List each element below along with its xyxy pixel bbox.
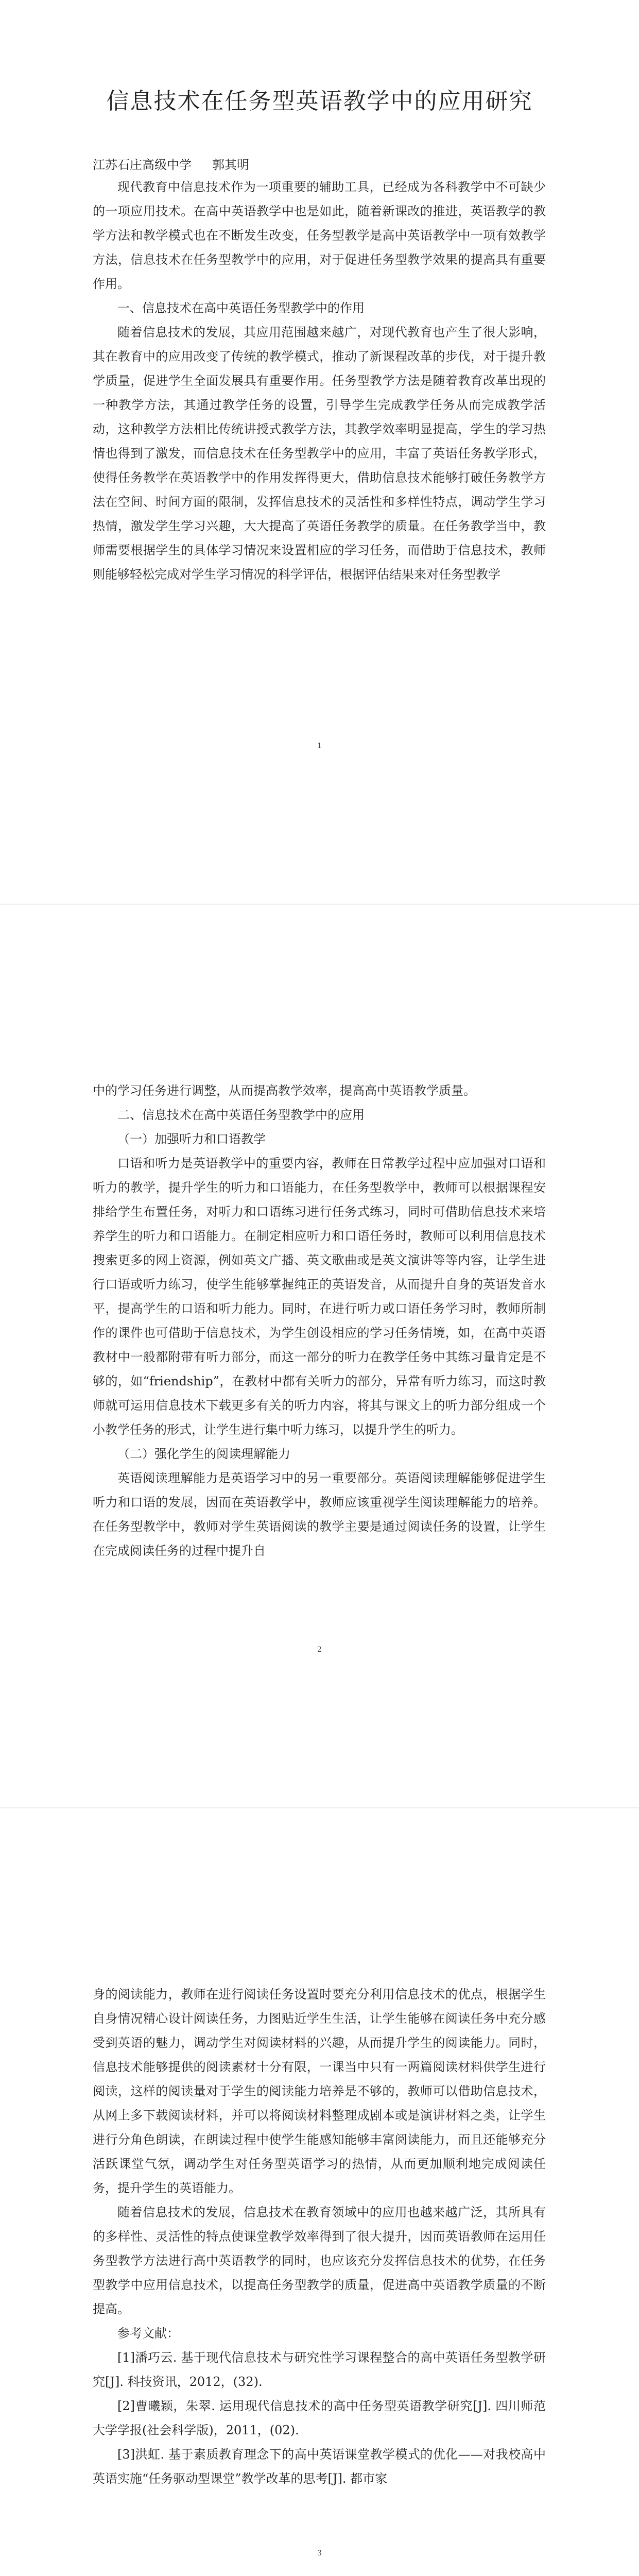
- page-number: 2: [317, 1646, 322, 1654]
- page-2: [0, 904, 639, 1807]
- page-1: [0, 0, 639, 904]
- page-number: 3: [317, 2549, 322, 2557]
- page-3: [0, 1807, 639, 2576]
- page-number: 1: [317, 742, 322, 750]
- body-paragraph: 随着信息技术的发展，其应用范围越来越广，对现代教育也产生了很大影响，其在教育中的应用改变了传统的教学模式，推动了新课程改革的步伐，对于提升教学质量，促进学生全面发展具有重要作用。任务型教学方法是随着教育改革出现的一种教学方法，其通过教学任务的设置，引导学生完成教学任务从而完成教学活动，这种教学方法相比传统讲授式教学方法，其教学效率明显提高，学生的学习热情也得到了激发，而信息技术在任务型教学中的应用，丰富了英语任务教学形式，使得任务教学在英语教学中的作用发挥得更大，借助信息技术能够打破任务教学方法在空间、时间方面的限制，发挥信息技术的灵活性和多样性特点，调动学生学习热情，激发学生学习兴趣，大大提高了英语任务教学的质量。在任务教学当中，教师需要根据学生的具体学习情况来设置相应的学习任务，而借助于信息技术，教师则能够轻松完成对学生学习情况的科学评估，根据评估结果来对任务型教学: [93, 325, 546, 582]
- reference-item: [2]曹曦颖，朱翠. 运用现代信息技术的高中任务型英语教学研究[J]. 四川师范大学学报(社会科学版)，2011，(02).: [93, 2399, 546, 2437]
- author-school: 江苏石庄高级中学: [93, 158, 192, 172]
- subsection-heading: （二）强化学生的阅读理解能力: [117, 1447, 290, 1461]
- subsection-heading: （一）加强听力和口语教学: [117, 1132, 266, 1146]
- body-paragraph: 口语和听力是英语教学中的重要内容，教师在日常教学过程中应加强对口语和听力的教学，提升学生的听力和口语能力，在任务型教学中，教师可以根据课程安排给学生布置任务，对听力和口语练习进行任务式练习，同时可借助信息技术来培养学生的听力和口语能力。在制定相应听力和口语任务时，教师可以利用信息技术搜索更多的网上资源，例如英文广播、英文歌曲或是英文演讲等等内容，让学生进行口语或听力练习，使学生能够掌握纯正的英语发音，从而提升自身的英语发音水平，提高学生的口语和听力能力。同时，在进行听力或口语任务学习时，教师所制作的课件也可借助于信息技术，为学生创设相应的学习任务情境，如，在高中英语教材中一般都附带有听力部分，而这一部分的听力在教学任务中其练习量肯定是不够的，如“friendship”，在教材中都有关听力的部分，异常有听力练习，而这时教师就可运用信息技术下载更多有关的听力内容，将其与课文上的听力部分组成一个小教学任务的形式，让学生进行集中听力练习，以提升学生的听力。: [93, 1156, 546, 1437]
- page-1-body: [93, 175, 546, 587]
- section-heading: 二、信息技术在高中英语任务型教学中的应用: [117, 1108, 365, 1122]
- body-paragraph: 英语阅读理解能力是英语学习中的另一重要部分。英语阅读理解能够促进学生听力和口语的发展，因而在英语教学中，教师应该重视学生阅读理解能力的培养。在任务型教学中，教师对学生英语阅读的教学主要是通过阅读任务的设置，让学生在完成阅读任务的过程中提升自: [93, 1471, 546, 1558]
- body-paragraph: 中的学习任务进行调整，从而提高教学效率，提高高中英语教学质量。: [93, 1083, 476, 1098]
- intro-paragraph: 现代教育中信息技术作为一项重要的辅助工具，已经成为各科教学中不可缺少的一项应用技术。在高中英语教学中也是如此，随着新课改的推进，英语教学的教学方法和教学模式也在不断发生改变，任务型教学是高中英语教学中一项有效教学方法，信息技术在任务型教学中的应用，对于促进任务型教学效果的提高具有重要作用。: [93, 180, 546, 291]
- page-2-body: [93, 1079, 546, 1563]
- body-paragraph: 身的阅读能力，教师在进行阅读任务设置时要充分利用信息技术的优点，根据学生自身情况精心设计阅读任务，力图贴近学生生活，让学生能够在阅读任务中充分感受到英语的魅力，调动学生对阅读材料的兴趣，从而提升学生的阅读能力。同时，信息技术能够提供的阅读素材十分有限，一课当中只有一两篇阅读材料供学生进行阅读，这样的阅读量对于学生的阅读能力培养是不够的，教师可以借助信息技术，从网上多下载阅读材料，并可以将阅读材料整理成剧本或是演讲材料之类，让学生进行分角色朗读，在朗读过程中使学生能感知能够丰富阅读能力，而且还能够充分活跃课堂气氛，调动学生对任务型英语学习的热情，从而更加顺利地完成阅读任务，提升学生的英语能力。: [93, 1987, 546, 2195]
- paper-title: 信息技术在任务型英语教学中的应用研究: [106, 88, 533, 114]
- page-3-body: [93, 1982, 546, 2491]
- body-paragraph: 随着信息技术的发展，信息技术在教育领域中的应用也越来越广泛，其所具有的多样性、灵活性的特点使课堂教学效率得到了很大提升，因而英语教师在运用任务型教学方法进行高中英语教学的同时，也应该充分发挥信息技术的优势，在任务型教学中应用信息技术，以提高任务型教学的质量，促进高中英语教学质量的不断提高。: [93, 2205, 546, 2316]
- reference-item: [1]潘巧云. 基于现代信息技术与研究性学习课程整合的高中英语任务型教学研究[J]. 科技资讯，2012，(32).: [93, 2350, 546, 2389]
- author-name: 郭其明: [212, 158, 249, 172]
- section-heading: 一、信息技术在高中英语任务型教学中的作用: [117, 301, 365, 315]
- author-line: [93, 155, 249, 173]
- references-heading: 参考文献：: [117, 2326, 179, 2341]
- reference-item: [3]洪虹. 基于素质教育理念下的高中英语课堂教学模式的优化——对我校高中英语实施“任务驱动型课堂”教学改革的思考[J]. 都市家: [93, 2447, 546, 2486]
